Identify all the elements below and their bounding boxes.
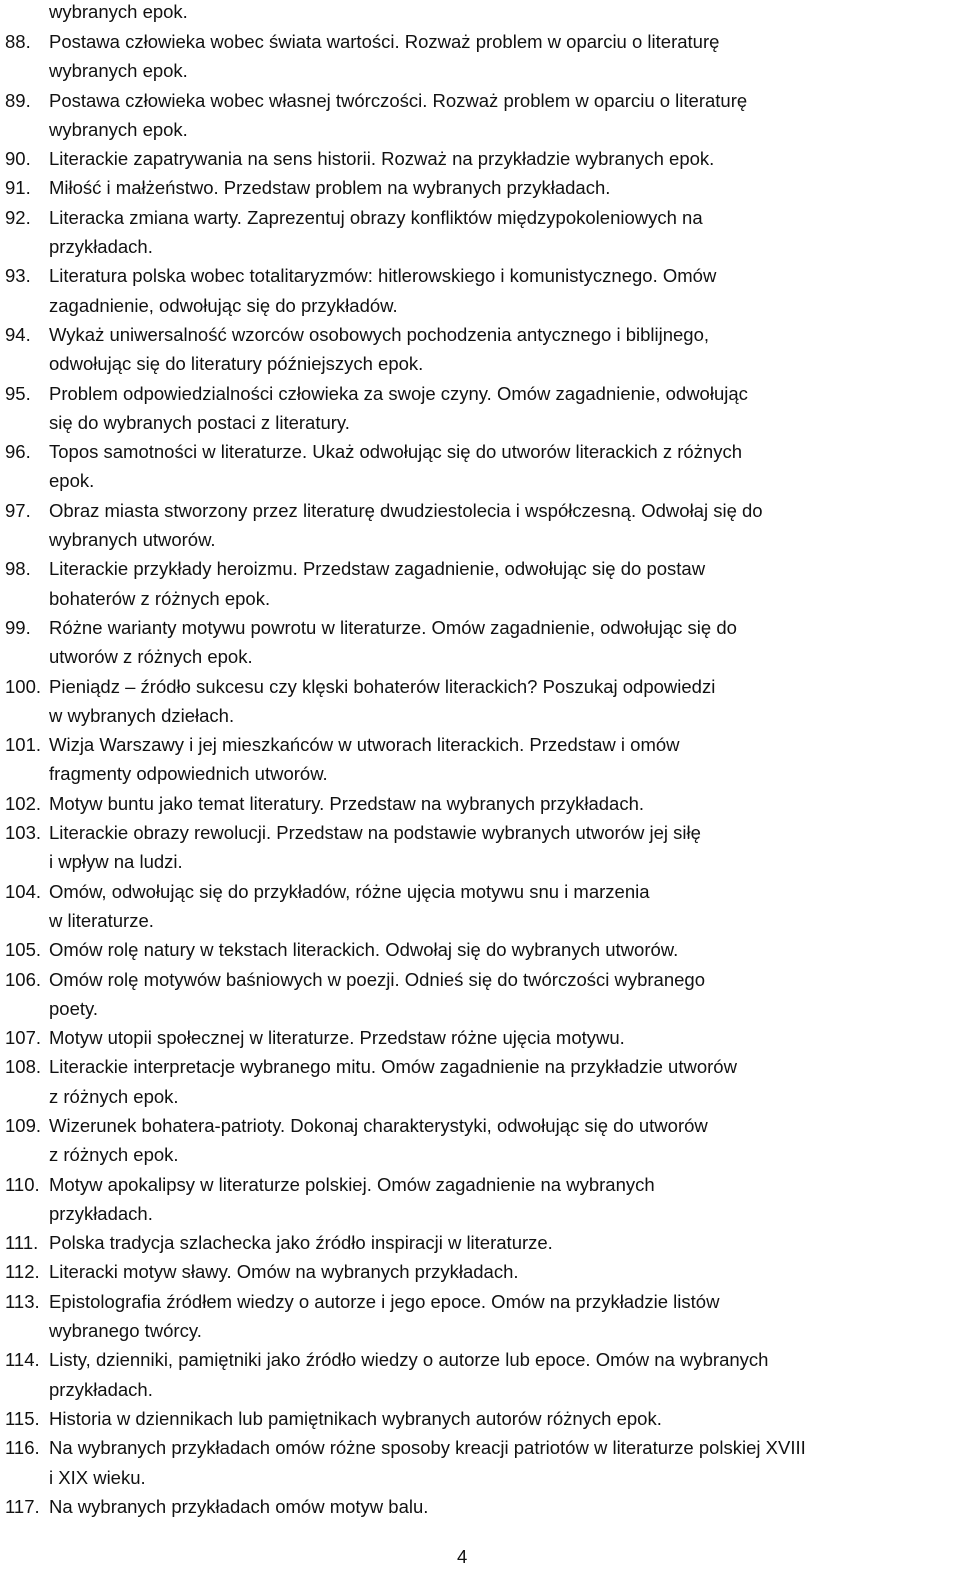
- topic-number: 92.: [5, 206, 31, 228]
- topic-number: 111.: [5, 1232, 39, 1254]
- topic-list: [0, 27, 958, 1521]
- topic-text-line: wybranych epok.: [49, 118, 188, 140]
- topic-number: 93.: [5, 265, 31, 287]
- topic-text-line: epok.: [49, 470, 95, 492]
- topic-number: 116.: [5, 1437, 40, 1459]
- topic-text-line: Miłość i małżeństwo. Przedstaw problem na wybranych przykładach.: [49, 177, 611, 199]
- topic-item: [0, 27, 958, 86]
- topic-number: 106.: [5, 968, 42, 990]
- topic-text-line: Motyw buntu jako temat literatury. Przedstaw na wybranych przykładach.: [49, 792, 644, 814]
- topic-number: 89.: [5, 89, 31, 111]
- topic-text-line: utworów z różnych epok.: [49, 646, 253, 668]
- topic-number: 96.: [5, 441, 31, 463]
- topic-item: [0, 496, 958, 555]
- topic-text-line: Na wybranych przykładach omów motyw balu.: [49, 1495, 429, 1517]
- topic-item: [0, 1257, 958, 1286]
- topic-number: 110.: [5, 1173, 40, 1195]
- topic-item: [0, 144, 958, 173]
- topic-text-line: Wykaż uniwersalność wzorców osobowych pochodzenia antycznego i biblijnego,: [49, 323, 710, 345]
- topic-number: 105.: [5, 939, 42, 961]
- topic-text-line: Omów, odwołując się do przykładów, różne ujęcia motywu snu i marzenia: [49, 880, 650, 902]
- topic-item: [0, 613, 958, 672]
- topic-item: [0, 1287, 958, 1346]
- topic-item: [0, 86, 958, 145]
- topic-number: 103.: [5, 822, 42, 844]
- topic-text-line: przykładach.: [49, 1378, 153, 1400]
- topic-number: 104.: [5, 880, 42, 902]
- topic-text-line: Topos samotności w literaturze. Ukaż odwołując się do utworów literackich z różnych: [49, 441, 743, 463]
- topic-text-line: przykładach.: [49, 236, 153, 258]
- topic-text-line: odwołując się do literatury późniejszych epok.: [49, 353, 424, 375]
- topic-item: [0, 379, 958, 438]
- topic-item: [0, 1492, 958, 1521]
- topic-item: [0, 818, 958, 877]
- topic-text-line: Motyw apokalipsy w literaturze polskiej. Omów zagadnienie na wybranych: [49, 1173, 655, 1195]
- topic-item: [0, 1345, 958, 1404]
- topic-text-line: Na wybranych przykładach omów różne sposoby kreacji patriotów w literaturze polskiej XVIII: [49, 1437, 806, 1459]
- topic-text-line: się do wybranych postaci z literatury.: [49, 411, 350, 433]
- topic-item: [0, 1023, 958, 1052]
- topic-item: [0, 1111, 958, 1170]
- topic-text-line: i wpływ na ludzi.: [49, 851, 183, 873]
- topic-item: [0, 1404, 958, 1433]
- topic-text-line: Postawa człowieka wobec świata wartości. Rozważ problem w oparciu o literaturę: [49, 31, 720, 52]
- topic-item: [0, 173, 958, 202]
- topic-text-line: wybranych epok.: [49, 60, 188, 82]
- topic-text-line: Literatura polska wobec totalitaryzmów: hitlerowskiego i komunistycznego. Omów: [49, 265, 717, 287]
- topic-text-line: Pieniądz – źródło sukcesu czy klęski bohaterów literackich? Poszukaj odpowiedzi: [49, 675, 716, 697]
- topic-text-line: Literackie obrazy rewolucji. Przedstaw na podstawie wybranych utworów jej siłę: [49, 822, 701, 844]
- topic-number: 99.: [5, 616, 31, 638]
- topic-text-line: fragmenty odpowiednich utworów.: [49, 763, 328, 785]
- topic-item: [0, 672, 958, 731]
- topic-item: [0, 935, 958, 964]
- topic-number: 109.: [5, 1114, 42, 1136]
- topic-text-line: Motyw utopii społecznej w literaturze. Przedstaw różne ujęcia motywu.: [49, 1027, 625, 1049]
- topic-item: [0, 730, 958, 789]
- topic-text-line: Polska tradycja szlachecka jako źródło inspiracji w literaturze.: [49, 1232, 553, 1254]
- topic-number: 98.: [5, 558, 31, 580]
- page-number: 4: [457, 1546, 468, 1567]
- topic-text-line: Literackie interpretacje wybranego mitu. Omów zagadnienie na przykładzie utworów: [49, 1056, 737, 1078]
- topic-text-line: z różnych epok.: [49, 1144, 179, 1166]
- topic-number: 108.: [5, 1056, 42, 1078]
- topic-text-line: Omów rolę motywów baśniowych w poezji. Odnieś się do twórczości wybranego: [49, 968, 705, 990]
- topic-text-line: poety.: [49, 997, 99, 1019]
- topic-text-line: przykładach.: [49, 1202, 153, 1224]
- topic-number: 113.: [5, 1290, 40, 1312]
- topic-text-line: wybranych utworów.: [49, 529, 216, 551]
- topic-number: 112.: [5, 1261, 40, 1283]
- topic-text-line: bohaterów z różnych epok.: [49, 587, 271, 609]
- topic-number: 115.: [5, 1407, 40, 1429]
- topic-item: [0, 965, 958, 1024]
- topic-text-line: Historia w dziennikach lub pamiętnikach wybranych autorów różnych epok.: [49, 1407, 662, 1429]
- topic-item: [0, 789, 958, 818]
- topic-text-line: Literacka zmiana warty. Zaprezentuj obrazy konfliktów międzypokoleniowych na: [49, 206, 703, 228]
- topic-item: [0, 1433, 958, 1492]
- topic-text-line: Postawa człowieka wobec własnej twórczości. Rozważ problem w oparciu o literaturę: [49, 89, 748, 111]
- topic-text-line: Problem odpowiedzialności człowieka za swoje czyny. Omów zagadnienie, odwołując: [49, 382, 748, 404]
- topic-text-line: Wizerunek bohatera-patrioty. Dokonaj charakterystyki, odwołując się do utworów: [49, 1114, 708, 1136]
- topic-item: [0, 1228, 958, 1257]
- topic-number: 114.: [5, 1349, 40, 1371]
- continued-text: wybranych epok.: [49, 1, 188, 22]
- topic-item: [0, 320, 958, 379]
- topic-text-line: Literackie przykłady heroizmu. Przedstaw zagadnienie, odwołując się do postaw: [49, 558, 706, 580]
- topic-item: [0, 1170, 958, 1229]
- topic-text-line: Obraz miasta stworzony przez literaturę dwudziestolecia i współczesną. Odwołaj się do: [49, 499, 763, 521]
- topic-number: 101.: [5, 734, 42, 756]
- topic-number: 95.: [5, 382, 31, 404]
- topic-number: 102.: [5, 792, 42, 814]
- topic-number: 90.: [5, 148, 31, 170]
- topic-text-line: zagadnienie, odwołując się do przykładów.: [49, 294, 398, 316]
- topic-item: [0, 437, 958, 496]
- topic-text-line: wybranego twórcy.: [49, 1320, 202, 1342]
- topic-text-line: Listy, dzienniki, pamiętniki jako źródło wiedzy o autorze lub epoce. Omów na wybranych: [49, 1349, 769, 1371]
- topic-text-line: w wybranych dziełach.: [49, 704, 235, 726]
- topic-number: 117.: [5, 1495, 40, 1517]
- topic-item: [0, 877, 958, 936]
- topic-text-line: Wizja Warszawy i jej mieszkańców w utworach literackich. Przedstaw i omów: [49, 734, 680, 756]
- topic-number: 91.: [5, 177, 31, 199]
- topic-text-line: i XIX wieku.: [49, 1466, 146, 1488]
- topic-item: [0, 1052, 958, 1111]
- topic-text-line: Omów rolę natury w tekstach literackich. Odwołaj się do wybranych utworów.: [49, 939, 679, 961]
- topic-item: [0, 261, 958, 320]
- topic-number: 97.: [5, 499, 31, 521]
- topic-number: 88.: [5, 31, 31, 52]
- topic-text-line: Literackie zapatrywania na sens historii. Rozważ na przykładzie wybranych epok.: [49, 148, 715, 170]
- topic-number: 100.: [5, 675, 42, 697]
- topic-text-line: z różnych epok.: [49, 1085, 179, 1107]
- topic-text-line: w literaturze.: [49, 909, 154, 931]
- topic-number: 94.: [5, 323, 31, 345]
- topic-text-line: Różne warianty motywu powrotu w literaturze. Omów zagadnienie, odwołując się do: [49, 616, 737, 638]
- topic-number: 107.: [5, 1027, 42, 1049]
- topic-text-line: Epistolografia źródłem wiedzy o autorze i jego epoce. Omów na przykładzie listów: [49, 1290, 720, 1312]
- topic-item: [0, 554, 958, 613]
- topic-text-line: Literacki motyw sławy. Omów na wybranych przykładach.: [49, 1261, 519, 1283]
- topic-item: [0, 203, 958, 262]
